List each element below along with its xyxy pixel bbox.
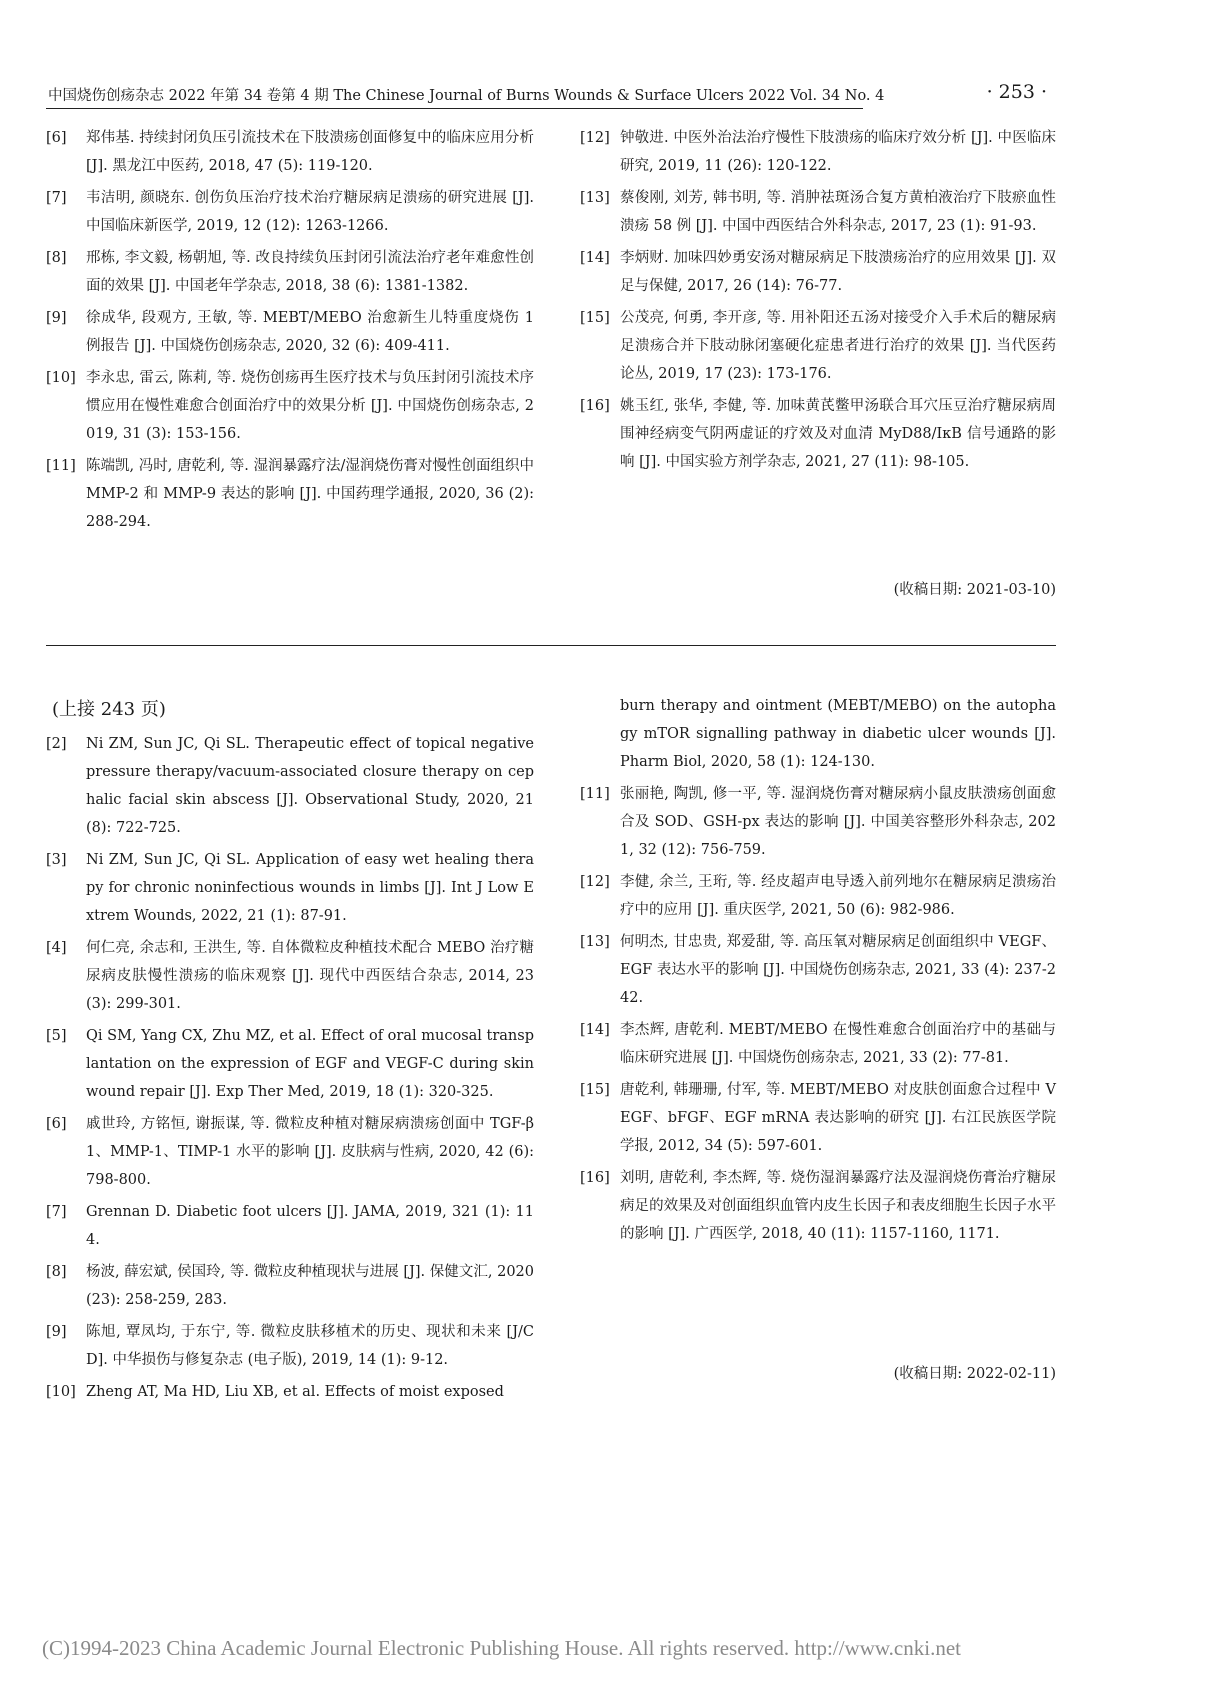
reference-text: 唐乾利, 韩珊珊, 付军, 等. MEBT/MEBO 对皮肤创面愈合过程中 VEGF、bFGF、EGF mRNA 表达影响的研究 [J]. 右江民族医学院学报, 2012, 34 (5): 597-601. (620, 1082, 1056, 1154)
reference-number: [6] (46, 130, 67, 146)
reference-text: Grennan D. Diabetic foot ulcers [J]. JAMA, 2019, 321 (1): 114. (86, 1204, 534, 1248)
copyright-notice: (C)1994-2023 China Academic Journal Electronic Publishing House. All rights reserved. http://www.cnki.net (42, 1636, 961, 1660)
reference-number: [11] (46, 458, 76, 474)
reference-item (580, 1016, 1056, 1072)
reference-number: [15] (580, 310, 610, 326)
reference-text: 李健, 余兰, 王珩, 等. 经皮超声电导透入前列地尔在糖尿病足溃疡治疗中的应用 [J]. 重庆医学, 2021, 50 (6): 982-986. (620, 874, 1056, 918)
reference-item (580, 1164, 1056, 1248)
reference-text: 邢栋, 李文毅, 杨朝旭, 等. 改良持续负压封闭引流法治疗老年难愈性创面的效果 [J]. 中国老年学杂志, 2018, 38 (6): 1381-1382. (86, 250, 534, 294)
reference-item (580, 124, 1056, 180)
reference-item (46, 1258, 534, 1314)
received-date-1: (收稿日期: 2021-03-10) (893, 582, 1056, 598)
section-separator (46, 645, 1056, 646)
reference-number: [5] (46, 1028, 67, 1044)
reference-text: Qi SM, Yang CX, Zhu MZ, et al. Effect of oral mucosal transplantation on the expression of EGF and VEGF-C during skin wound repair [J]. Exp Ther Med, 2019, 18 (1): 320-325. (86, 1028, 534, 1100)
reference-item (580, 304, 1056, 388)
reference-item (580, 244, 1056, 300)
reference-item (580, 392, 1056, 476)
reference-item (46, 184, 534, 240)
reference-text: 公茂亮, 何勇, 李开彦, 等. 用补阳还五汤对接受介入手术后的糖尿病足溃疡合并下肢动脉闭塞硬化症患者进行治疗的效果 [J]. 当代医药论丛, 2019, 17 (23): 173-176. (620, 310, 1056, 382)
reference-item (46, 1198, 534, 1254)
reference-text: 杨波, 薛宏斌, 侯国玲, 等. 微粒皮种植现状与进展 [J]. 保健文汇, 2020 (23): 258-259, 283. (86, 1264, 534, 1308)
reference-item (46, 304, 534, 360)
reference-item (580, 928, 1056, 1012)
reference-text: 钟敬进. 中医外治法治疗慢性下肢溃疡的临床疗效分析 [J]. 中医临床研究, 2019, 11 (26): 120-122. (620, 130, 1056, 174)
section1-right-column (580, 124, 1056, 480)
reference-text: 蔡俊刚, 刘芳, 韩书明, 等. 消肿祛斑汤合复方黄柏液治疗下肢瘀血性溃疡 58 例 [J]. 中国中西医结合外科杂志, 2017, 23 (1): 91-93. (620, 190, 1056, 234)
reference-number: [9] (46, 1324, 67, 1340)
reference-text: 刘明, 唐乾利, 李杰辉, 等. 烧伤湿润暴露疗法及湿润烧伤膏治疗糖尿病足的效果及对创面组织血管内皮生长因子和表皮细胞生长因子水平的影响 [J]. 广西医学, 2018, 40 (11): 1157-1160, 1171. (620, 1170, 1056, 1242)
reference-number: [13] (580, 934, 610, 950)
reference-number: [15] (580, 1082, 610, 1098)
reference-item (46, 364, 534, 448)
section1-left-column (46, 124, 534, 540)
reference-text: burn therapy and ointment (MEBT/MEBO) on the autophagy mTOR signalling pathway in diabetic ulcer wounds [J]. Pharm Biol, 2020, 58 (1): 124-130. (620, 698, 1056, 770)
section2-right-column (580, 692, 1056, 1252)
reference-number: [14] (580, 1022, 610, 1038)
reference-text: 姚玉红, 张华, 李健, 等. 加味黄芪鳖甲汤联合耳穴压豆治疗糖尿病周围神经病变气阴两虚证的疗效及对血清 MyD88/IκB 信号通路的影响 [J]. 中国实验方剂学杂志, 2021, 27 (11): 98-105. (620, 398, 1056, 470)
journal-title: 中国烧伤创疡杂志 2022 年第 34 卷第 4 期 The Chinese Journal of Burns Wounds & Surface Ulcers 2022 Vol. 34 No. 4 (48, 88, 885, 104)
reference-continued (580, 692, 1056, 776)
reference-text: Ni ZM, Sun JC, Qi SL. Therapeutic effect of topical negative pressure therapy/vacuum-associated closure therapy on cephalic facial skin abscess [J]. Observational Study, 2020, 21 (8): 722-725. (86, 736, 534, 836)
reference-text: 何仁亮, 余志和, 王洪生, 等. 自体微粒皮种植技术配合 MEBO 治疗糖尿病皮肤慢性溃疡的临床观察 [J]. 现代中西医结合杂志, 2014, 23 (3): 299-301. (86, 940, 534, 1012)
reference-item (46, 452, 534, 536)
reference-number: [10] (46, 370, 76, 386)
reference-number: [11] (580, 786, 610, 802)
reference-number: [13] (580, 190, 610, 206)
reference-number: [7] (46, 190, 67, 206)
reference-item (46, 244, 534, 300)
reference-number: [16] (580, 1170, 610, 1186)
reference-number: [9] (46, 310, 67, 326)
reference-item (46, 846, 534, 930)
reference-item (580, 1076, 1056, 1160)
reference-number: [8] (46, 1264, 67, 1280)
reference-item (46, 1110, 534, 1194)
page-number: · 253 · (986, 81, 1047, 103)
reference-item (46, 124, 534, 180)
reference-number: [12] (580, 130, 610, 146)
reference-text: 戚世玲, 方铭恒, 谢振谋, 等. 微粒皮种植对糖尿病溃疡创面中 TGF-β1、MMP-1、TIMP-1 水平的影响 [J]. 皮肤病与性病, 2020, 42 (6): 798-800. (86, 1116, 534, 1188)
reference-number: [4] (46, 940, 67, 956)
reference-text: 李永忠, 雷云, 陈莉, 等. 烧伤创疡再生医疗技术与负压封闭引流技术序惯应用在慢性难愈合创面治疗中的效果分析 [J]. 中国烧伤创疡杂志, 2019, 31 (3): 153-156. (86, 370, 534, 442)
header-rule (46, 108, 863, 109)
section2-left-column (46, 696, 534, 1410)
reference-number: [8] (46, 250, 67, 266)
reference-number: [14] (580, 250, 610, 266)
reference-text: 李炳财. 加味四妙勇安汤对糖尿病足下肢溃疡治疗的应用效果 [J]. 双足与保健, 2017, 26 (14): 76-77. (620, 250, 1056, 294)
reference-text: 韦洁明, 颜晓东. 创伤负压治疗技术治疗糖尿病足溃疡的研究进展 [J]. 中国临床新医学, 2019, 12 (12): 1263-1266. (86, 190, 534, 234)
reference-text: Zheng AT, Ma HD, Liu XB, et al. Effects of moist exposed (86, 1384, 504, 1400)
reference-text: 张丽艳, 陶凯, 修一平, 等. 湿润烧伤膏对糖尿病小鼠皮肤溃疡创面愈合及 SOD、GSH-px 表达的影响 [J]. 中国美容整形外科杂志, 2021, 32 (12): 756-759. (620, 786, 1056, 858)
reference-item (46, 1022, 534, 1106)
continued-from: (上接 243 页) (52, 699, 166, 720)
reference-number: [3] (46, 852, 67, 868)
reference-item (46, 1378, 534, 1406)
reference-item (46, 934, 534, 1018)
reference-text: 李杰辉, 唐乾利. MEBT/MEBO 在慢性难愈合创面治疗中的基础与临床研究进展 [J]. 中国烧伤创疡杂志, 2021, 33 (2): 77-81. (620, 1022, 1056, 1066)
reference-text: Ni ZM, Sun JC, Qi SL. Application of easy wet healing therapy for chronic noninfectious wounds in limbs [J]. Int J Low Extrem Wounds, 2022, 21 (1): 87-91. (86, 852, 534, 924)
reference-item (580, 868, 1056, 924)
reference-item (46, 730, 534, 842)
received-date-2: (收稿日期: 2022-02-11) (893, 1366, 1056, 1382)
reference-item (580, 184, 1056, 240)
reference-text: 郑伟基. 持续封闭负压引流技术在下肢溃疡创面修复中的临床应用分析 [J]. 黑龙江中医药, 2018, 47 (5): 119-120. (86, 130, 534, 174)
reference-text: 徐成华, 段观方, 王敏, 等. MEBT/MEBO 治愈新生儿特重度烧伤 1 例报告 [J]. 中国烧伤创疡杂志, 2020, 32 (6): 409-411. (86, 310, 534, 354)
reference-text: 陈旭, 覃凤均, 于东宁, 等. 微粒皮肤移植术的历史、现状和未来 [J/CD]. 中华损伤与修复杂志 (电子版), 2019, 14 (1): 9-12. (86, 1324, 534, 1368)
reference-item (46, 1318, 534, 1374)
reference-number: [16] (580, 398, 610, 414)
reference-text: 何明杰, 甘忠贵, 郑爱甜, 等. 高压氧对糖尿病足创面组织中 VEGF、EGF 表达水平的影响 [J]. 中国烧伤创疡杂志, 2021, 33 (4): 237-242. (620, 934, 1056, 1006)
reference-number: [7] (46, 1204, 67, 1220)
reference-number: [10] (46, 1384, 76, 1400)
reference-number: [2] (46, 736, 67, 752)
running-header (40, 81, 1057, 110)
reference-item (580, 780, 1056, 864)
reference-text: 陈端凯, 冯时, 唐乾利, 等. 湿润暴露疗法/湿润烧伤膏对慢性创面组织中 MMP-2 和 MMP-9 表达的影响 [J]. 中国药理学通报, 2020, 36 (2): 288-294. (86, 458, 534, 530)
reference-number: [12] (580, 874, 610, 890)
reference-number: [6] (46, 1116, 67, 1132)
